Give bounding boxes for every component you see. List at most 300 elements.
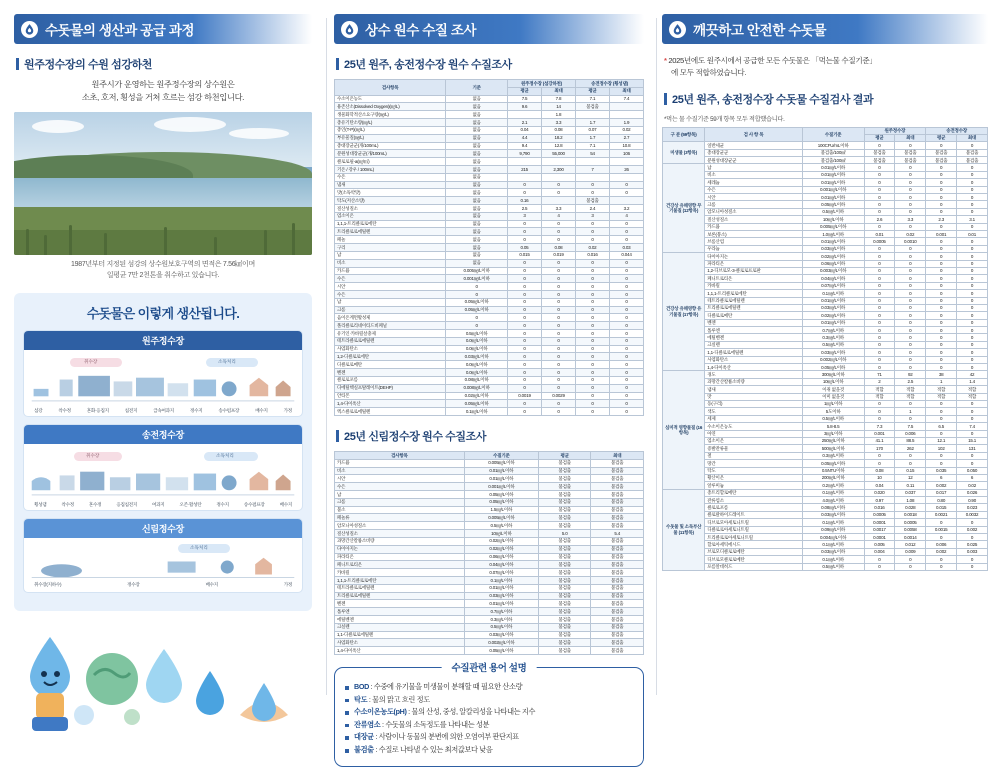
cell-value: 1.08	[895, 497, 926, 504]
cell-item: 크롬	[335, 306, 446, 314]
cell-value: 2	[864, 378, 895, 385]
table-row	[663, 238, 988, 245]
cell-value: 불검출	[591, 647, 644, 655]
cell-value: 4	[609, 212, 643, 220]
table-row	[335, 322, 644, 330]
plant-songjeon	[23, 424, 303, 511]
table-row	[335, 647, 644, 655]
flow-step: 혼수정	[88, 502, 102, 508]
cell-value: 0	[864, 164, 895, 171]
cell-value: 적합	[926, 393, 957, 400]
cell-standard: 없음	[446, 220, 508, 228]
cell-value: 0	[576, 275, 610, 283]
cell-value: 적합	[864, 386, 895, 393]
cell-value: 0	[609, 400, 643, 408]
cell-value: 0	[957, 267, 988, 274]
table-row	[335, 376, 644, 384]
th-avg: 평균	[576, 87, 610, 95]
cell-value: 0.02	[957, 482, 988, 489]
cell-value: 0	[542, 181, 576, 189]
cell-value: 0	[576, 290, 610, 298]
table-row	[335, 639, 644, 647]
cell-value: 불검출	[538, 647, 591, 655]
flow-step: 정수지	[189, 408, 203, 414]
cell-standard: 0.08㎎/L이하	[802, 504, 864, 511]
cell-standard: 0.05㎎/L이하	[446, 400, 508, 408]
cell-standard: 불검출/100㎖	[802, 157, 864, 164]
table-row	[663, 400, 988, 407]
cell-value: 0	[542, 376, 576, 384]
cell-standard: 없음	[446, 134, 508, 142]
cell-item: 비소	[335, 259, 446, 267]
cell-value: 0	[576, 376, 610, 384]
cell-value: 0	[508, 181, 542, 189]
cell-value: 0.026	[957, 489, 988, 496]
cell-item: 페니트로티온	[705, 275, 803, 282]
cell-value: 0	[576, 322, 610, 330]
cell-value: 0.012	[895, 541, 926, 548]
cell-value: 0	[576, 189, 610, 197]
cell-value: 불검출	[538, 514, 591, 522]
cell-value: 0.025	[957, 541, 988, 548]
cell-item: 디브로모클로로메탄	[705, 556, 803, 563]
cell-value: 7.4	[609, 95, 643, 103]
cell-item: 페니트로티온	[335, 561, 465, 569]
table-row	[335, 514, 644, 522]
cell-value: 0	[895, 563, 926, 570]
cell-value: 0.15	[895, 467, 926, 474]
cell-value: 0.0015	[926, 526, 957, 533]
flow-step: 정수장	[127, 582, 140, 588]
table-row	[663, 482, 988, 489]
tap-water-table-body	[663, 142, 988, 571]
table-row	[335, 530, 644, 538]
cell-standard: 0.5NTU이하	[802, 467, 864, 474]
th-standard: 수질기준	[802, 127, 864, 142]
table-row	[335, 345, 644, 353]
cell-standard: 5도이하	[802, 408, 864, 415]
cell-item: 알루미늄	[705, 482, 803, 489]
cell-item: 크실렌	[335, 623, 465, 631]
cell-standard: 0.5㎎/L이하	[802, 208, 864, 215]
table-row	[663, 548, 988, 555]
plant-sillim	[23, 518, 303, 593]
cell-value: 0	[957, 563, 988, 570]
table-row	[335, 545, 644, 553]
th-item: 검사항목	[335, 451, 465, 459]
cell-standard: 0.02㎎/L이하	[802, 312, 864, 319]
cell-value: 0.0014	[895, 534, 926, 541]
th-avg: 평균	[864, 134, 895, 141]
cell-value: 0	[864, 179, 895, 186]
cell-value: 0	[957, 304, 988, 311]
cell-value: 6	[926, 474, 957, 481]
table-row	[335, 384, 644, 392]
cell-standard: 0.5㎎/L이하	[464, 623, 538, 631]
cell-value: 0	[542, 290, 576, 298]
caption-line-1: 1987년부터 지정된 섬강의 상수원보호구역의 면적은 7.56㎢이며	[71, 261, 255, 269]
cell-item: 비소	[335, 467, 465, 475]
cell-value: 10	[864, 474, 895, 481]
cell-standard: 0.1㎎/L이하	[446, 408, 508, 416]
cell-standard: 없음	[446, 119, 508, 127]
cell-item: 파라티온	[335, 553, 465, 561]
cell-standard: 0	[446, 322, 508, 330]
cell-value: 2.7	[609, 134, 643, 142]
table-row	[335, 306, 644, 314]
plant-wonju	[23, 330, 303, 417]
flow-graphic	[28, 553, 298, 583]
cell-value: 불검출	[538, 537, 591, 545]
cell-value: 0	[895, 452, 926, 459]
table-row	[663, 474, 988, 481]
notice-line-1	[664, 55, 986, 67]
cell-standard: 0.03㎎/L이하	[446, 353, 508, 361]
flow-step: 급속여과지	[153, 408, 174, 414]
notice-text-2: 에 모두 적합하였습니다.	[671, 67, 747, 77]
cell-value: 0	[508, 408, 542, 416]
cell-item: 수은	[335, 290, 446, 298]
cell-value: 0	[895, 312, 926, 319]
flow-step: 응집침전지	[116, 502, 138, 508]
cell-value: 0	[895, 415, 926, 422]
table-row	[663, 260, 988, 267]
cell-value: 적합	[895, 393, 926, 400]
cell-standard: 1.0㎎/L이하	[802, 231, 864, 238]
flow-graphic	[28, 367, 298, 407]
notice-text-1: 2025년에도 원주시에서 공급한 모든 수돗물은 「먹는물 수질기준」	[668, 56, 877, 65]
cell-value: 0	[926, 460, 957, 467]
cell-value: 0	[895, 267, 926, 274]
cell-value: 0	[957, 319, 988, 326]
table-row	[663, 423, 988, 430]
cell-value: 0	[926, 208, 957, 215]
cell-value: 0	[609, 236, 643, 244]
cell-value: 0	[926, 260, 957, 267]
flow-step: 침전지	[124, 408, 138, 414]
cell-value: 적합	[864, 393, 895, 400]
cell-value: 0	[542, 275, 576, 283]
result-subnote: *먹는 물 수질기준 59개 항목 모두 적합했습니다.	[664, 115, 785, 123]
cell-value: 0.0010	[895, 238, 926, 245]
table-row	[335, 259, 644, 267]
cell-value: 3.2	[609, 205, 643, 213]
cell-standard: 0.01㎎/L이하	[802, 297, 864, 304]
cell-standard: 1.5㎎/L이하	[464, 506, 538, 514]
cell-item: 안티몬	[335, 392, 446, 400]
photo-bank-fore	[14, 230, 312, 256]
cell-value: 불검출	[538, 608, 591, 616]
cell-value: 0	[864, 304, 895, 311]
cell-value: 불검출	[864, 149, 895, 156]
cell-item: 디클로로메탄	[335, 361, 446, 369]
cell-standard: 0.01㎎/L이하	[802, 238, 864, 245]
cell-item: 색도	[705, 408, 803, 415]
cell-value: 71	[864, 371, 895, 378]
term-name: 불검출	[354, 745, 374, 755]
cell-item: 톨루엔	[705, 327, 803, 334]
cell-value: 0	[957, 356, 988, 363]
cell-value: 0	[542, 400, 576, 408]
cell-item: 총인(T-P)(㎎/L)	[335, 126, 446, 134]
band-label: 소독처리	[216, 453, 234, 459]
cell-value: 0	[576, 314, 610, 322]
cell-value: 0	[926, 364, 957, 371]
table-row	[663, 267, 988, 274]
cell-standard: 0.3㎎/L이하	[802, 334, 864, 341]
cell-value: 0	[895, 223, 926, 230]
cell-value: 0	[957, 194, 988, 201]
cell-value: 0	[542, 345, 576, 353]
table-row	[335, 337, 644, 345]
cell-standard: 0.07㎎/L이하	[802, 282, 864, 289]
cell-standard: 0.01㎎/L이하	[464, 584, 538, 592]
cell-item: 탁도(저산소량)	[335, 197, 446, 205]
cell-value: 불검출	[576, 103, 610, 111]
cell-standard: 0.05㎎/L이하	[464, 491, 538, 499]
cell-item: 유기인·카바릴살충제	[335, 330, 446, 338]
cell-value: 0.0005	[864, 511, 895, 518]
table-row	[663, 349, 988, 356]
cell-value: 0.023	[957, 504, 988, 511]
th-item: 검 사 항 목	[705, 127, 803, 142]
cell-item: 시안	[705, 194, 803, 201]
cell-value: 0	[864, 341, 895, 348]
cell-value: 2.5	[895, 378, 926, 385]
cell-value: 0	[864, 245, 895, 252]
cell-value: 3.3	[895, 216, 926, 223]
terms-list	[345, 681, 633, 757]
cell-standard: 10㎎/L이하	[802, 216, 864, 223]
cell-item: 사염화탄소	[335, 639, 465, 647]
subsection-title: 원주정수장의 수원 섬강하천	[24, 59, 153, 71]
table-row	[663, 327, 988, 334]
cell-value: 0	[926, 186, 957, 193]
cell-value: 0	[508, 400, 542, 408]
cell-category: 수돗물 및 소독부산물 (11항목)	[663, 489, 705, 570]
cell-value: 0	[864, 400, 895, 407]
cell-value: 0	[926, 223, 957, 230]
table-row	[663, 253, 988, 260]
cell-item: 증발잔류물	[705, 445, 803, 452]
cell-value: 0	[609, 259, 643, 267]
cell-standard: 0.01㎎/L이하	[802, 164, 864, 171]
cell-standard: 0.01㎎/L이하	[802, 194, 864, 201]
cell-value: 0	[576, 353, 610, 361]
term-definition: : 사람이나 동물의 분변에 의한 오염여부 판단지표	[373, 732, 519, 742]
cell-standard: 없음	[446, 181, 508, 189]
table-row	[335, 236, 644, 244]
cell-value: 0	[864, 334, 895, 341]
cell-value: 0.005	[864, 541, 895, 548]
cell-value: 12	[895, 474, 926, 481]
cell-standard: 0.05㎎/L이하	[802, 201, 864, 208]
cell-value: 2.1	[508, 119, 542, 127]
cell-item: 1,1,1-트리클로로에탄	[335, 220, 446, 228]
cell-value: 0	[957, 142, 988, 149]
cell-value: 불검출	[538, 569, 591, 577]
cell-item: 에틸벤젠	[335, 616, 465, 624]
table-row	[335, 408, 644, 416]
cell-value: 불검출	[926, 149, 957, 156]
table-row	[663, 563, 988, 570]
cell-standard: 5.8-8.5	[802, 423, 864, 430]
plant-name: 신림정수장	[24, 519, 302, 538]
cell-item: 사염화탄소	[335, 345, 446, 353]
cell-value: 7.8	[542, 95, 576, 103]
cell-standard: 없음	[446, 212, 508, 220]
table-row	[663, 460, 988, 467]
section-title: 수돗물의 생산과 공급 과정	[45, 23, 195, 38]
water-drop-icon	[21, 21, 38, 38]
cell-value: 0	[576, 267, 610, 275]
cell-value: 0.0021	[926, 511, 957, 518]
cell-standard: 없음	[446, 103, 508, 111]
cell-value: 0.05	[508, 244, 542, 252]
cell-value: 0	[926, 297, 957, 304]
table-row	[335, 498, 644, 506]
cell-value: 불검출	[591, 475, 644, 483]
cell-value: 0	[926, 201, 957, 208]
cell-item: 트리클로로에틸렌	[705, 304, 803, 311]
table-row	[663, 319, 988, 326]
cell-value: 0	[926, 408, 957, 415]
cell-standard: 0.05㎎/L이하	[446, 306, 508, 314]
photo-reed	[214, 237, 217, 255]
table-row	[663, 179, 988, 186]
cell-standard: 없음	[446, 259, 508, 267]
table-row	[335, 197, 644, 205]
cell-standard: 0.06㎎/L이하	[802, 260, 864, 267]
cell-value: 0	[895, 179, 926, 186]
cell-value: 0.0032	[957, 511, 988, 518]
cell-value: 0.016	[864, 504, 895, 511]
cell-value: 0	[864, 194, 895, 201]
cell-standard: 0.0㎎/L이하	[446, 361, 508, 369]
subsection-title: 25년 신림정수장 원수 수질조사	[344, 430, 487, 443]
cell-item: 납	[705, 164, 803, 171]
table-row	[335, 459, 644, 467]
table-row	[335, 623, 644, 631]
plant-flow-diagram	[28, 542, 298, 586]
subsection-result-table	[664, 91, 988, 107]
cell-value: 0	[957, 334, 988, 341]
cell-value: 0	[576, 259, 610, 267]
cell-value: 0	[864, 267, 895, 274]
cell-value: 0.16	[508, 197, 542, 205]
cell-value: 0	[508, 189, 542, 197]
cell-value: 0	[508, 369, 542, 377]
cell-value: 0.002	[926, 482, 957, 489]
cell-value: 0	[609, 330, 643, 338]
cell-value: 0.0001	[864, 534, 895, 541]
cell-value: 0	[926, 245, 957, 252]
cell-standard: 0.05㎎/L이하	[446, 298, 508, 306]
table-row	[663, 378, 988, 385]
table-row	[663, 223, 988, 230]
cell-value: 0	[957, 312, 988, 319]
cell-item: 납	[335, 251, 446, 259]
table-row	[663, 356, 988, 363]
cell-standard: 0.7㎎/L이하	[464, 608, 538, 616]
cell-value: 12.1	[926, 437, 957, 444]
column-raw-water-quality	[324, 0, 654, 755]
cell-value: 0	[864, 408, 895, 415]
cell-value: 불검출	[864, 157, 895, 164]
subsection-title: 25년 원주, 송전정수장 원수 수질조사	[344, 59, 512, 71]
cell-item: 기온 / 강우 / 100mL)	[335, 165, 446, 173]
cell-value: 0	[576, 298, 610, 306]
cell-value: 0	[864, 356, 895, 363]
cell-value: 0	[864, 297, 895, 304]
cell-value: 0	[609, 228, 643, 236]
cell-item: 암모니아성질소	[335, 522, 465, 530]
cell-value: 0	[895, 142, 926, 149]
cell-standard: 0.04㎎/L이하	[464, 561, 538, 569]
cell-item: 납	[335, 491, 465, 499]
cell-item: 브로모디클로로메탄	[705, 548, 803, 555]
cell-item: 시안	[335, 475, 465, 483]
cell-standard: 0.5㎎/L이하	[802, 341, 864, 348]
flow-step: 가정	[283, 408, 292, 414]
cell-standard: 0.1㎎/L이하	[802, 541, 864, 548]
cell-standard: 0.08㎎/L이하	[446, 376, 508, 384]
cell-value: 0	[957, 201, 988, 208]
cell-value: 0.035	[926, 467, 957, 474]
table-row	[663, 304, 988, 311]
cell-item: 철	[705, 452, 803, 459]
cell-item: 벤젠	[705, 319, 803, 326]
cell-value: 0.050	[957, 467, 988, 474]
cell-value: 9.6	[508, 103, 542, 111]
cell-item: 1,4-다이옥산	[335, 647, 465, 655]
th-wonju: 원주정수장	[864, 127, 926, 134]
cell-value: 0	[957, 208, 988, 215]
cell-value	[576, 158, 610, 166]
cell-value: 14	[542, 103, 576, 111]
cell-value: 불검출	[538, 631, 591, 639]
column-production-supply	[0, 0, 324, 709]
cell-value: 0	[542, 337, 576, 345]
cell-value: 0.01	[957, 231, 988, 238]
cell-value: 0	[508, 322, 542, 330]
table-row	[663, 556, 988, 563]
cell-value: 0	[609, 345, 643, 353]
cell-value: 0	[957, 186, 988, 193]
table-row	[663, 334, 988, 341]
cell-item: 불소	[335, 506, 465, 514]
cell-item: 카바릴	[335, 569, 465, 577]
table-row	[663, 341, 988, 348]
section-title: 상수 원수 수질 조사	[365, 23, 477, 38]
cell-item: 잔류염소	[705, 497, 803, 504]
cell-value: 0	[864, 142, 895, 149]
cell-item: 1,1-디클로로에틸렌	[335, 631, 465, 639]
cell-standard: 4.0㎎/L이하	[802, 497, 864, 504]
water-drop-icon	[341, 21, 358, 38]
cell-value: 0	[926, 349, 957, 356]
cell-value: 0	[508, 330, 542, 338]
cell-item: 테트라클로로에틸렌	[335, 584, 465, 592]
cell-value: 0.037	[895, 489, 926, 496]
cell-value: 0	[895, 400, 926, 407]
sillim-table-body	[335, 459, 644, 654]
cell-value: 0	[508, 314, 542, 322]
photo-reed	[104, 233, 107, 255]
table-row	[335, 95, 644, 103]
cell-standard: 0.02㎎/L이하	[464, 545, 538, 553]
cell-value: 0	[542, 408, 576, 416]
